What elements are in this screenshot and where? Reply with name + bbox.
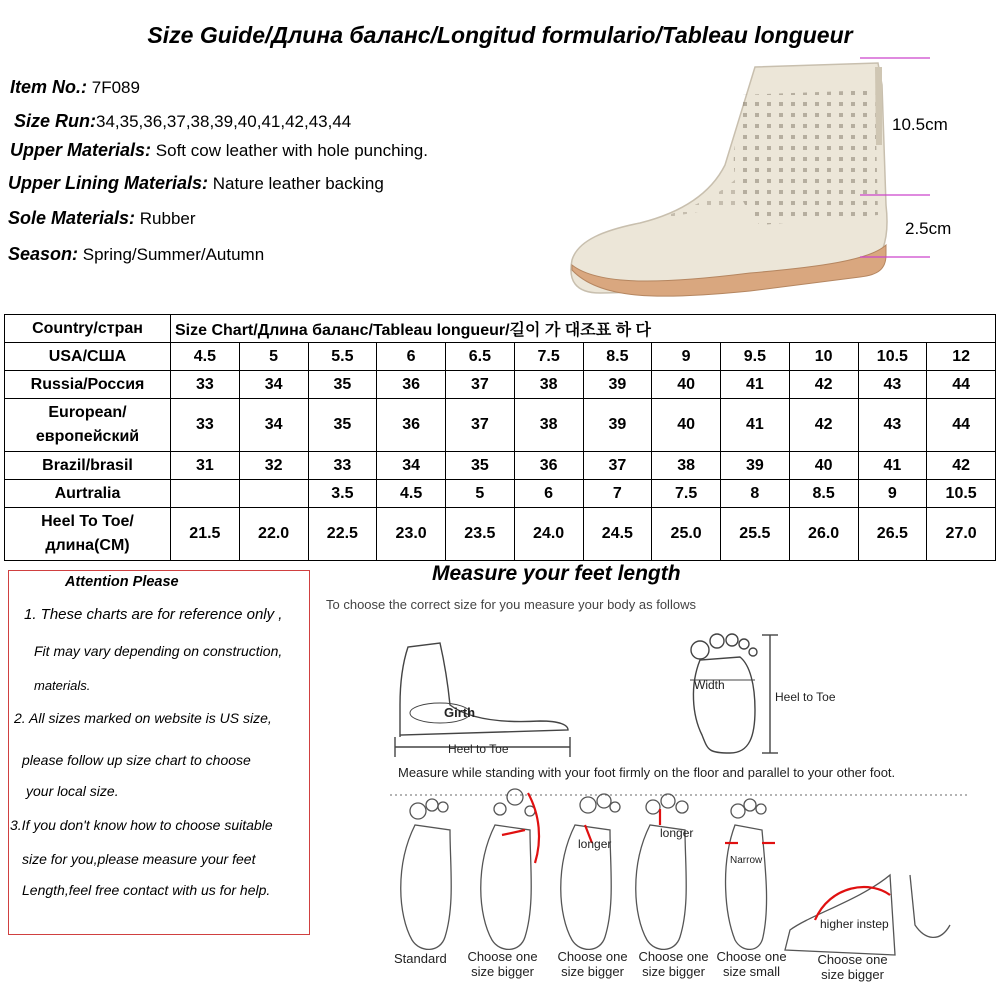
size-cell: 12: [927, 343, 996, 371]
spec-label: Size Run:: [14, 111, 97, 131]
spec-label: Upper Materials:: [10, 140, 152, 160]
size-cell: 38: [652, 452, 721, 480]
boot-image: [560, 55, 930, 310]
attention-line: 2. All sizes marked on website is US size,: [14, 710, 272, 726]
size-cell: [239, 480, 308, 508]
spec-value: 34,35,36,37,38,39,40,41,42,43,44: [96, 112, 352, 131]
top-foot-icon: [690, 634, 778, 753]
size-cell: 5: [446, 480, 515, 508]
heel-to-toe-top-label: Heel to Toe: [775, 690, 836, 704]
spec-value: Nature leather backing: [212, 174, 384, 193]
width-label: Width: [694, 678, 725, 692]
size-cell: 38: [514, 371, 583, 399]
caption-bigger: Choose one size bigger: [638, 949, 709, 979]
caption-small: Choose one size small: [716, 949, 787, 979]
attention-title: Attention Please: [65, 574, 179, 590]
size-cell: 36: [377, 371, 446, 399]
table-header-row: [5, 315, 996, 343]
size-cell: 37: [446, 399, 515, 452]
size-cell: 10.5: [858, 343, 927, 371]
red-arrows: [502, 793, 890, 920]
size-cell: 26.5: [858, 508, 927, 561]
attention-line: 1. These charts are for reference only ,: [24, 606, 283, 623]
size-cell: 25.5: [721, 508, 790, 561]
table-corner-cell: Country/стран: [5, 315, 171, 343]
higher-instep-label: higher instep: [820, 917, 889, 931]
foot-outline-icon: [561, 794, 620, 949]
size-cell: 37: [446, 371, 515, 399]
size-cell: 4.5: [171, 343, 240, 371]
size-cell: 27.0: [927, 508, 996, 561]
heel-height-label: 2.5cm: [905, 219, 952, 238]
spec-upper-materials: [10, 140, 428, 161]
attention-line: please follow up size chart to choose: [22, 752, 251, 768]
size-cell: 5.5: [308, 343, 377, 371]
measure-subtitle: To choose the correct size for you measure your body as follows: [326, 597, 696, 612]
size-cell: 24.0: [514, 508, 583, 561]
shaft-height-label: 10.5cm: [892, 115, 948, 134]
spec-value: Rubber: [139, 209, 196, 228]
table-row: [5, 399, 996, 452]
size-cell: 40: [652, 371, 721, 399]
size-cell: 3.5: [308, 480, 377, 508]
size-cell: 33: [171, 399, 240, 452]
country-label: Brazil/brasil: [5, 452, 171, 480]
spec-item-no: [10, 77, 140, 98]
foot-measure-illustration: [330, 625, 990, 997]
foot-outline-icon: [401, 799, 452, 949]
table-row: [5, 343, 996, 371]
spec-value: Soft cow leather with hole punching.: [155, 141, 428, 160]
longer-label: longer: [660, 826, 694, 840]
country-label: Heel To Toe/длина(CM): [5, 508, 171, 561]
size-cell: 34: [377, 452, 446, 480]
spec-upper-lining: [8, 173, 384, 194]
standing-note: Measure while standing with your foot firmly on the floor and parallel to your other foot.: [398, 765, 896, 780]
country-label: Russia/Россия: [5, 371, 171, 399]
attention-line: 3.If you don't know how to choose suitable: [10, 817, 273, 833]
size-cell: 34: [239, 371, 308, 399]
spec-sole: [8, 208, 196, 229]
attention-line: your local size.: [26, 783, 119, 799]
attention-line: Fit may vary depending on construction,: [34, 643, 283, 659]
caption-bigger: Choose one size bigger: [557, 949, 628, 979]
size-cell: 25.0: [652, 508, 721, 561]
size-cell: 5: [239, 343, 308, 371]
size-cell: 41: [721, 371, 790, 399]
foot-outline-icon: [636, 794, 688, 949]
size-cell: 34: [239, 399, 308, 452]
size-cell: 7.5: [652, 480, 721, 508]
spec-label: Sole Materials:: [8, 208, 136, 228]
spec-label: Season:: [8, 244, 79, 264]
size-cell: 32: [239, 452, 308, 480]
side-foot-icon: [400, 643, 568, 737]
size-cell: 6.5: [446, 343, 515, 371]
size-cell: 8.5: [789, 480, 858, 508]
size-cell: 44: [927, 399, 996, 452]
girth-label: Girth: [444, 705, 476, 720]
size-cell: 36: [377, 399, 446, 452]
country-label: USA/США: [5, 343, 171, 371]
size-cell: 21.5: [171, 508, 240, 561]
size-cell: 22.5: [308, 508, 377, 561]
caption-bigger: Choose one size bigger: [467, 949, 538, 979]
table-row: [5, 452, 996, 480]
size-cell: 39: [583, 399, 652, 452]
size-cell: 9.5: [721, 343, 790, 371]
size-cell: 40: [789, 452, 858, 480]
size-cell: 10.5: [927, 480, 996, 508]
table-row: [5, 508, 996, 561]
measure-title: Measure your feet length: [432, 562, 681, 585]
attention-line: size for you,please measure your feet: [22, 851, 256, 867]
size-cell: 6: [377, 343, 446, 371]
spec-label: Upper Lining Materials:: [8, 173, 209, 193]
table-row: [5, 371, 996, 399]
foot-outline-icon: [726, 799, 767, 949]
size-cell: 40: [652, 399, 721, 452]
narrow-label: Narrow: [730, 855, 763, 866]
size-cell: 8: [721, 480, 790, 508]
size-cell: 43: [858, 371, 927, 399]
caption-bigger: Choose one size bigger: [817, 952, 888, 982]
size-cell: 39: [721, 452, 790, 480]
attention-line: materials.: [34, 678, 91, 693]
size-cell: 42: [789, 371, 858, 399]
size-cell: 35: [308, 399, 377, 452]
size-cell: 42: [927, 452, 996, 480]
size-cell: 26.0: [789, 508, 858, 561]
size-cell: 42: [789, 399, 858, 452]
spec-value: Spring/Summer/Autumn: [82, 245, 265, 264]
size-cell: 9: [858, 480, 927, 508]
size-cell: 38: [514, 399, 583, 452]
spec-value: 7F089: [91, 78, 140, 97]
size-cell: 23.0: [377, 508, 446, 561]
country-label: European/европейский: [5, 399, 171, 452]
size-cell: 33: [171, 371, 240, 399]
country-label: Aurtralia: [5, 480, 171, 508]
size-cell: 37: [583, 452, 652, 480]
size-cell: 24.5: [583, 508, 652, 561]
table-header-cell: Size Chart/Длина баланс/Tableau longueur/길이 가 대조표 하 다: [171, 315, 996, 343]
size-cell: 41: [858, 452, 927, 480]
size-cell: 22.0: [239, 508, 308, 561]
page-title: Size Guide/Длина баланс/Longitud formulario/Tableau longueur: [147, 22, 853, 48]
foot-outline-icon: [481, 789, 535, 949]
size-cell: 43: [858, 399, 927, 452]
attention-line: Length,feel free contact with us for help.: [22, 882, 271, 898]
size-cell: 41: [721, 399, 790, 452]
size-cell: 33: [308, 452, 377, 480]
longer-label: longer: [578, 837, 612, 851]
size-cell: 7: [583, 480, 652, 508]
size-cell: 44: [927, 371, 996, 399]
size-cell: 9: [652, 343, 721, 371]
size-cell: 31: [171, 452, 240, 480]
size-cell: [171, 480, 240, 508]
size-cell: 36: [514, 452, 583, 480]
size-cell: 39: [583, 371, 652, 399]
size-cell: 35: [446, 452, 515, 480]
table-row: [5, 480, 996, 508]
size-chart-table: [4, 314, 996, 561]
size-cell: 23.5: [446, 508, 515, 561]
spec-size-run: [14, 111, 351, 132]
spec-season: [8, 244, 264, 265]
size-cell: 6: [514, 480, 583, 508]
size-cell: 7.5: [514, 343, 583, 371]
spec-label: Item No.:: [10, 77, 88, 97]
size-cell: 10: [789, 343, 858, 371]
size-cell: 8.5: [583, 343, 652, 371]
caption-standard: Standard: [394, 951, 447, 966]
size-cell: 4.5: [377, 480, 446, 508]
heel-to-toe-side-label: Heel to Toe: [448, 742, 509, 756]
size-cell: 35: [308, 371, 377, 399]
